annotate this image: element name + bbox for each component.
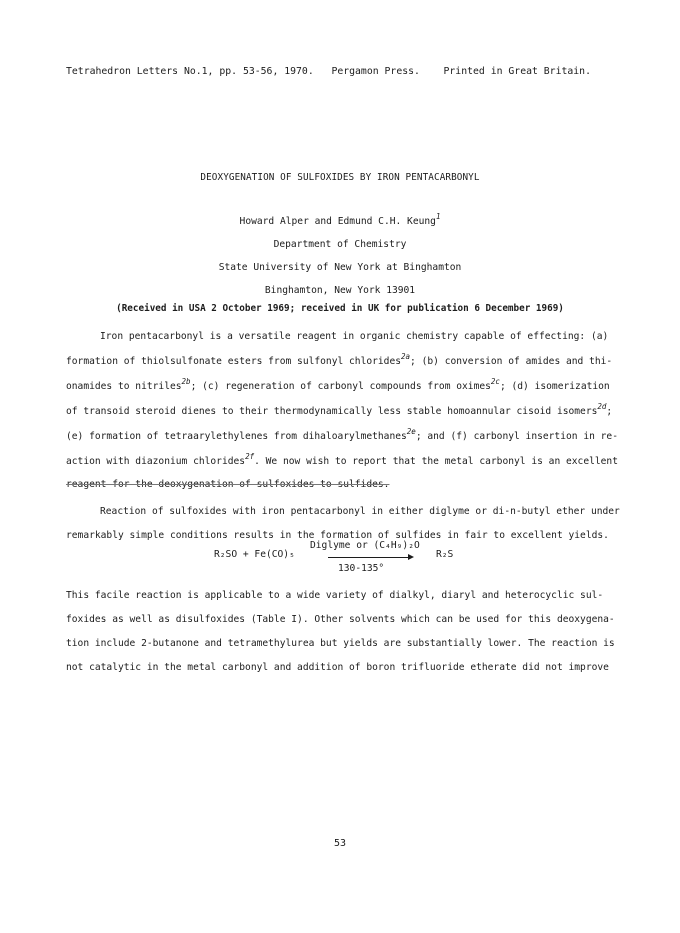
received-dates (0, 303, 680, 314)
ref-2b: 2b (181, 377, 191, 386)
p1-line-1: Iron pentacarbonyl is a versatile reagent in organic chemistry capable of effecting: (a) (100, 331, 609, 342)
ref-2d: 2d (597, 402, 607, 411)
p1-line-7: reagent for the deoxygenation of sulfoxides to sulfides. (66, 479, 390, 490)
authors: Howard Alper and Edmund C.H. Keung (239, 216, 436, 227)
p3-line-3: tion include 2-butanone and tetramethylurea but yields are substantially lower. The reaction is (66, 638, 615, 649)
p1-line-3: onamides to nitriles$^{2b}$; (c) regeneration of carbonyl compounds from oximes$^{2c}$; (d) isomerization (66, 377, 610, 392)
page-number: 53 (333, 838, 347, 849)
ref-2f: 2f (245, 452, 255, 461)
author-footnote-marker: 1 (435, 212, 441, 221)
p3-line-1: This facile reaction is applicable to a wide variety of dialkyl, diaryl and heterocyclic sul- (66, 590, 604, 601)
p1-line-6: action with diazonium chlorides$^{2f}$. We now wish to report that the metal carbonyl is an excellent (66, 452, 618, 467)
p2-line-1: Reaction of sulfoxides with iron pentacarbonyl in either diglyme or di-n-butyl ether under (100, 506, 620, 517)
reaction-temperature: 130-135° (338, 563, 385, 574)
paper-title: DEOXYGENATION OF SULFOXIDES BY IRON PENTACARBONYL (200, 172, 480, 183)
p2-line-2: remarkably simple conditions results in the formation of sulfides in fair to excellent yields. (66, 530, 609, 541)
p3-line-2: foxides as well as disulfoxides (Table I). Other solvents which can be used for this deoxygena- (66, 614, 615, 625)
reaction-arrow (328, 557, 412, 558)
received-line: (Received in USA 2 October 1969; received in UK for publication 6 December 1969) (116, 303, 564, 314)
ref-2e: 2e (406, 427, 416, 436)
university: State University of New York at Binghamton (218, 262, 462, 273)
ref-2c: 2c (490, 377, 500, 386)
journal-citation: Tetrahedron Letters No.1, pp. 53-56, 1970. (66, 66, 314, 77)
reactants: R₂SO + Fe(CO)₅ (214, 549, 295, 560)
city: Binghamton, New York 13901 (264, 285, 416, 296)
department: Department of Chemistry (273, 239, 407, 250)
p1-line-2: formation of thiolsulfonate esters from sulfonyl chlorides$^{2a}$; (b) conversion of amides and thi- (66, 352, 613, 367)
printed-location: Printed in Great Britain. (443, 66, 591, 77)
p1-line-4: of transoid steroid dienes to their thermodynamically less stable homoannular cisoid isomers$^{2d}$; (66, 402, 613, 417)
product: R₂S (436, 549, 454, 560)
p1-line-5: (e) formation of tetraarylethylenes from dihaloarylmethanes$^{2e}$; and (f) carbonyl insertion in re- (66, 427, 618, 442)
running-header (66, 66, 591, 77)
publisher: Pergamon Press. (331, 66, 420, 77)
author-line (0, 212, 680, 227)
reaction-conditions-above: Diglyme or (C₄H₉)₂O (310, 540, 420, 551)
ref-2a: 2a (401, 352, 411, 361)
p3-line-4: not catalytic in the metal carbonyl and addition of boron trifluoride etherate did not improve (66, 662, 609, 673)
